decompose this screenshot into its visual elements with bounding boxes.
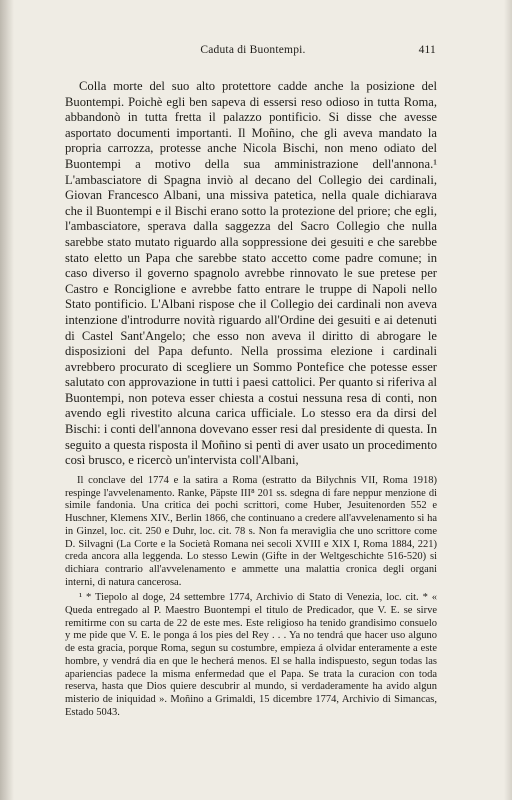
main-paragraph: Colla morte del suo alto protettore cadde anche la posizione del Buontempi. Poichè egli ben sapeva di essersi reso odioso in tutta Roma, abbandonò in tutta fretta il palazzo pontificio. Si disse che avesse asportato documenti importanti. Il Moñino, che gli aveva mandato la propria carrozza, protesse anche Nicola Bischi, non meno odiato del Buontempi a motivo della sua amministrazione dell'annona.¹ L'ambasciatore di Spagna inviò al decano del Collegio dei cardinali, Giovan Francesco Albani, una missiva patetica, nella quale dichiarava che il Buontempi e il Bischi erano sotto la protezione del priore; che egli, l'ambasciatore, sperava dalla saggezza del Sacro Collegio che nulla sarebbe stato mutato riguardo alla soppressione dei gesuiti e che sarebbe stato eletto un Papa che sarebbe stato accetto come padre comune; in caso diverso il governo spagnolo avrebbe rinnovato le sue pretese per Castro e Ronciglione e avrebbe fatto entrare le truppe di Napoli nello Stato pontificio. L'Albani rispose che il Collegio dei cardinali non aveva intenzione d'introdurre novità riguardo all'Ordine dei gesuiti e ai detenuti di Castel Sant'Angelo; che esso non aveva il diritto di abrogare le disposizioni del Papa defunto. Nella prossima elezione i cardinali avrebbero procurato di scegliere un Sommo Pontefice che potesse esser salutato con approvazione in tutti i paesi cattolici. Per quanto si riferiva al Buontempi, non poteva esser chiesta a costui nessuna resa di conti, non avendo egli rivestito alcuna carica ufficiale. Lo stesso era da dirsi del Bischi: i conti dell'annona dovevano esser resi dal presidente di questa. In seguito a questa risposta il Moñino si pentì di aver usato un procedimento così brusco, e ricercò un'intervista coll'Albani,	[65, 79, 437, 468]
footnotes-section	[65, 475, 437, 722]
footnote-continued: Il conclave del 1774 e la satira a Roma (estratto da Bilychnis VII, Roma 1918) respinge l'avvelenamento. Ranke, Päpste III⁸ 201 ss. sdegna di fare neppur menzione di simile fandonia. Una critica dei pochi scrittori, come Huber, Jesuitenorden 552 e Huschner, Klemens XIV., Berlin 1866, che continuano a credere all'avvelenamento si ha in Ginzel, loc. cit. 250 e Duhr, loc. cit. 78 s. Non fa meraviglia che uno scrittore come D. Silvagni (La Corte e la Società Romana nei secoli XVIII e XIX I, Roma 1884, 221) creda ancora alla leggenda. Lo stesso Lewin (Gifte in der Weltgeschichte 516-520) si dichiara contrario all'avvelenamento e ammette una malattia cronica degli organi interni, di natura cancerosa.	[65, 475, 437, 588]
running-title: Caduta di Buontempi.	[200, 44, 306, 56]
page-number: 411	[418, 44, 436, 56]
footnote-1: ¹ * Tiepolo al doge, 24 settembre 1774, Archivio di Stato di Venezia, loc. cit. * « Queda entregado al P. Maestro Buontempi el titulo de Predicador, que V. E. se sirve remitirme con su carta de 22 de este mes. Este religioso ha tenido grandisimo consuelo y me pide que V. E. le ponga á los pies del Rey . . . Ya no tendrá que hacer uso alguno de esta gracia, porque Roma, segun su costumbre, empieza á olvidar enteramente a este hombre, y vendrá dia en que le hecherá menos. El se halla indispuesto, segun todas las apariencias padece la misma enfermedad que el Papa. Se trata la curacion con toda reserva, hasta que Dios quiere descubrir al mundo, si verdaderamente ha avido algun misterio de iniquidad ». Moñino a Grimaldi, 15 dicembre 1774, Archivio di Simancas, Estado 5043.	[65, 592, 437, 718]
page-header	[70, 44, 436, 60]
